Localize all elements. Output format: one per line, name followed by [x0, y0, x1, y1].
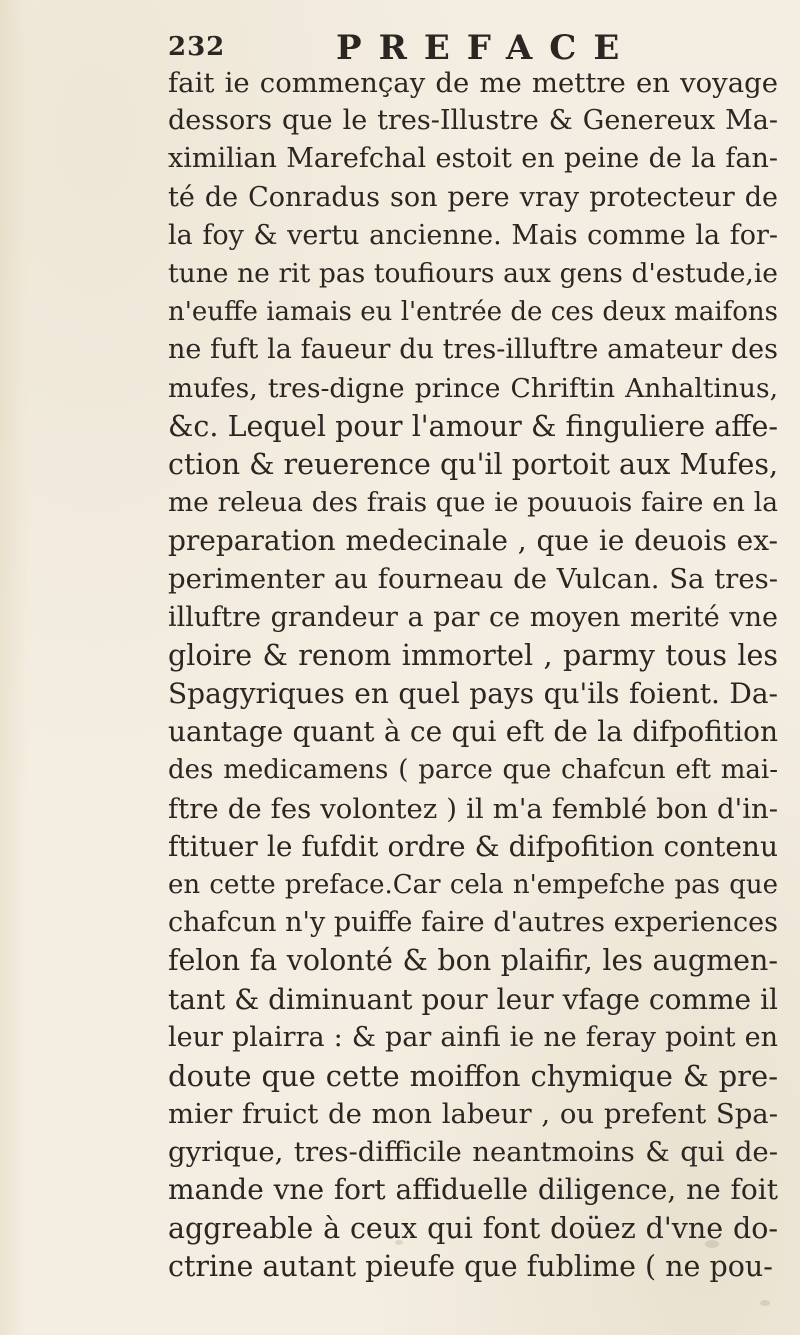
text-line: me releua des frais que ie pouuois faire en la	[168, 487, 778, 519]
body-text	[168, 64, 778, 1286]
text-line: tant & diminuant pour leur vfage comme il	[168, 982, 778, 1016]
text-line: mufes, tres-digne prince Chriftin Anhaltinus,	[168, 372, 778, 404]
text-line: n'euffe iamais eu l'entrée de ces deux maifons	[168, 297, 778, 328]
text-line: ximilian Marefchal estoit en peine de la fan-	[168, 143, 778, 175]
text-line: gloire & renom immortel , parmy tous les	[168, 638, 778, 672]
page-number: 232	[168, 32, 226, 62]
text-line: dessors que le tres-Illustre & Genereux Ma-	[168, 105, 778, 137]
text-line: ftituer le fufdit ordre & difpofition contenu	[168, 829, 778, 863]
text-line: Spagyriques en quel pays qu'ils foient. Da-	[168, 677, 778, 710]
text-line: tune ne rit pas toufiours aux gens d'estude,ie	[168, 257, 778, 289]
text-line: felon fa volonté & bon plaifir, les augmen-	[168, 944, 778, 978]
text-line: aggreable à ceux qui font doüez d'vne do-	[168, 1211, 778, 1245]
text-line: ne fuft la faueur du tres-illuftre amateur des	[168, 334, 778, 366]
text-line: leur plairra : & par ainfi ie ne feray point en	[168, 1021, 778, 1053]
text-line: ctrine autant pieufe que fublime ( ne pou-	[168, 1249, 773, 1283]
running-head: PREFACE	[336, 28, 637, 68]
text-line: perimenter au fourneau de Vulcan. Sa tres-	[168, 563, 778, 596]
text-line: doute que cette moiffon chymique & pre-	[168, 1058, 778, 1093]
text-line: illuftre grandeur a par ce moyen merité vne	[168, 601, 778, 633]
text-line: fait ie commençay de me mettre en voyage	[168, 67, 778, 99]
text-line: mande vne fort affiduelle diligence, ne foit	[168, 1173, 778, 1207]
text-line: preparation medecinale , que ie deuois ex-	[168, 524, 778, 558]
text-line: ftre de fes volontez ) il m'a femblé bon d'in-	[168, 792, 778, 825]
text-line: &c. Lequel pour l'amour & finguliere affe-	[168, 409, 778, 443]
text-line: des medicamens ( parce que chafcun eft mai-	[168, 755, 778, 786]
ink-speck	[705, 1240, 719, 1248]
text-line: gyrique, tres-difficile neantmoins & qui de-	[168, 1136, 778, 1169]
text-line: en cette preface.Car cela n'empefche pas que	[168, 869, 778, 900]
text-line: mier fruict de mon labeur , ou prefent Spa-	[168, 1098, 778, 1131]
ink-speck	[760, 1300, 770, 1306]
text-line: chafcun n'y puiffe faire d'autres experiences	[168, 907, 778, 939]
text-line: té de Conradus son pere vray protecteur de	[168, 181, 778, 213]
text-line: la foy & vertu ancienne. Mais comme la for-	[168, 219, 778, 251]
text-line: ction & reuerence qu'il portoit aux Mufes,	[168, 447, 779, 481]
text-line: uantage quant à ce qui eft de la difpofition	[168, 715, 778, 749]
ink-speck	[395, 1240, 403, 1245]
